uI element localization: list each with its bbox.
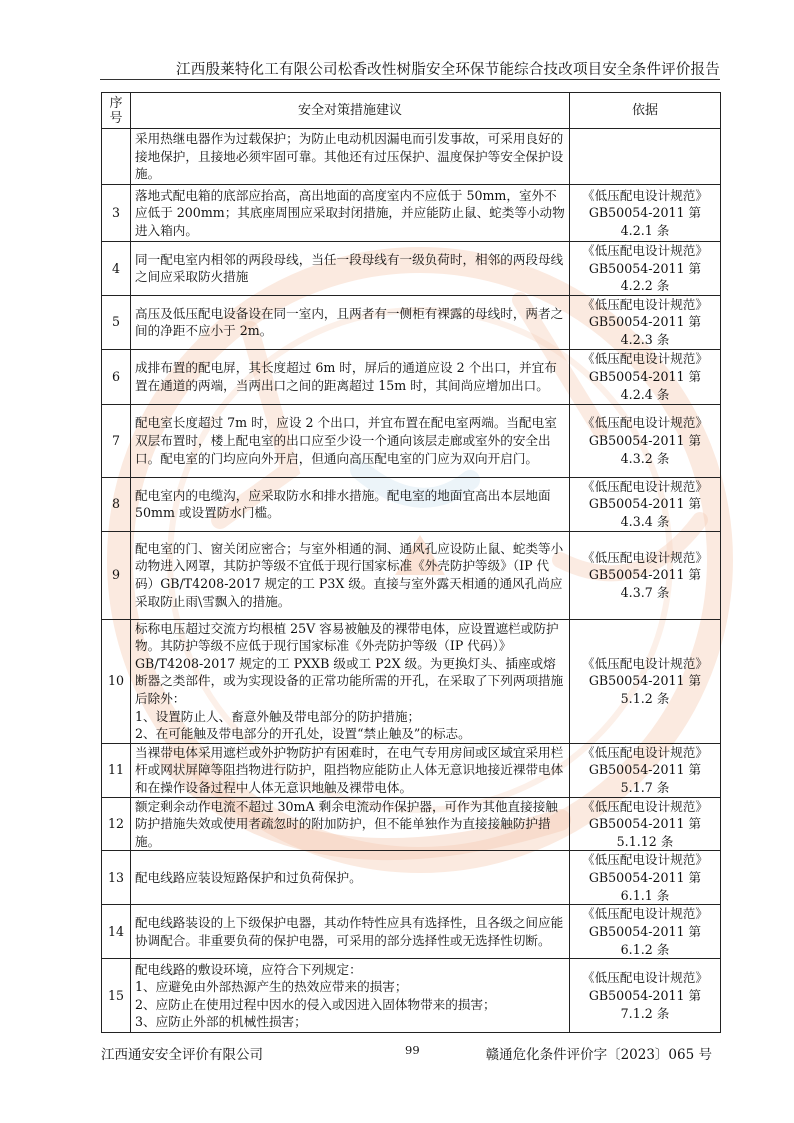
row-basis: 《低压配电设计规范》GB50054-2011 第 4.3.4 条	[570, 477, 721, 531]
table-row	[102, 349, 721, 404]
table-row	[102, 743, 721, 797]
row-basis: 《低压配电设计规范》GB50054-2011 第 4.3.7 条	[570, 531, 721, 619]
table-row	[102, 797, 721, 851]
row-number: 5	[102, 295, 131, 349]
row-number: 8	[102, 477, 131, 531]
row-basis: 《低压配电设计规范》GB50054-2011 第 5.1.7 条	[570, 743, 721, 797]
footer-company: 江西通安安全评价有限公司	[101, 1047, 263, 1063]
row-measure: 配电室的门、窗关闭应密合；与室外相通的洞、通风孔应设防止鼠、蛇类等小动物进入网罩，其防护等级不宜低于现行国家标准《外壳防护等级》（IP 代码）GB/T4208-2017 规定的工 P3X 级。直接与室外露天相通的通风孔尚应采取防止雨\雪飘入的措施。	[131, 531, 570, 619]
row-basis: 《低压配电设计规范》GB50054-2011 第 4.2.1 条	[570, 185, 721, 242]
table-row	[102, 129, 721, 185]
footer-document-number: 赣通危化条件评价字〔2023〕065 号	[485, 1047, 712, 1063]
row-basis: 《低压配电设计规范》GB50054-2011 第 4.2.4 条	[570, 349, 721, 404]
table-header-row	[102, 93, 721, 129]
row-number: 3	[102, 185, 131, 242]
row-basis: 《低压配电设计规范》GB50054-2011 第 5.1.2 条	[570, 619, 721, 743]
row-number	[102, 129, 131, 185]
row-basis: 《低压配电设计规范》GB50054-2011 第 4.3.2 条	[570, 404, 721, 477]
row-number: 6	[102, 349, 131, 404]
column-header-measure: 安全对策措施建议	[131, 93, 570, 129]
row-basis: 《低压配电设计规范》GB50054-2011 第 7.1.2 条	[570, 959, 721, 1033]
row-measure: 采用热继电器作为过载保护；为防止电动机因漏电而引发事故，可采用良好的接地保护，且接地必须牢固可靠。其他还有过压保护、温度保护等安全保护设施。	[131, 129, 570, 185]
row-basis	[570, 129, 721, 185]
table-row	[102, 851, 721, 905]
header-divider	[100, 79, 720, 80]
row-basis: 《低压配电设计规范》GB50054-2011 第 6.1.1 条	[570, 851, 721, 905]
row-basis: 《低压配电设计规范》GB50054-2011 第 4.2.2 条	[570, 242, 721, 296]
row-measure: 配电线路装设的上下级保护电器，其动作特性应具有选择性，且各级之间应能协调配合。非重要负荷的保护电器，可采用的部分选择性或无选择性切断。	[131, 905, 570, 959]
page-header-title: 江西殷莱特化工有限公司松香改性树脂安全环保节能综合技改项目安全条件评价报告	[176, 62, 720, 78]
row-measure: 成排布置的配电屏，其长度超过 6m 时，屏后的通道应设 2 个出口，并宜布置在通道的两端，当两出口之间的距离超过 15m 时，其间尚应增加出口。	[131, 349, 570, 404]
footer-page-number: 99	[405, 1043, 420, 1057]
row-number: 14	[102, 905, 131, 959]
row-measure: 配电线路应装设短路保护和过负荷保护。	[131, 851, 570, 905]
table-row	[102, 295, 721, 349]
row-number: 7	[102, 404, 131, 477]
safety-measures-table	[101, 92, 721, 1033]
row-basis: 《低压配电设计规范》GB50054-2011 第 5.1.12 条	[570, 797, 721, 851]
row-measure: 落地式配电箱的底部应抬高，高出地面的高度室内不应低于 50mm，室外不应低于 200mm；其底座周围应采取封闭措施，并应能防止鼠、蛇类等小动物进入箱内。	[131, 185, 570, 242]
row-measure: 配电线路的敷设环境，应符合下列规定： 1、应避免由外部热源产生的热效应带来的损害； 2、应防止在使用过程中因水的侵入或因进入固体物带来的损害； 3、应防止外部的机械性损害；	[131, 959, 570, 1033]
row-measure: 配电室长度超过 7m 时，应设 2 个出口，并宜布置在配电室两端。当配电室双层布置时，楼上配电室的出口应至少设一个通向该层走廊或室外的安全出口。配电室的门均应向外开启，但通向高压配电室的门应为双向开启门。	[131, 404, 570, 477]
row-measure: 标称电压超过交流方均根植 25V 容易被触及的裸带电体，应设置遮栏或防护物。其防护等级不应低于现行国家标准《外壳防护等级（IP 代码）》GB/T4208-2017 规定的工 PXXB 级或工 P2X 级。为更换灯头、插座或熔断器之类部件，或为实现设备的正常功能所需的开孔，在采取了下列两项措施后除外： 1、设置防止人、畜意外触及带电部分的防护措施； 2、在可能触及带电部分的开孔处，设置“禁止触及”的标志。	[131, 619, 570, 743]
row-basis: 《低压配电设计规范》GB50054-2011 第 4.2.3 条	[570, 295, 721, 349]
row-measure: 配电室内的电缆沟，应采取防水和排水措施。配电室的地面宜高出本层地面 50mm 或设置防水门槛。	[131, 477, 570, 531]
column-header-no: 序号	[102, 93, 131, 129]
row-number: 4	[102, 242, 131, 296]
row-number: 13	[102, 851, 131, 905]
row-basis: 《低压配电设计规范》GB50054-2011 第 6.1.2 条	[570, 905, 721, 959]
row-number: 10	[102, 619, 131, 743]
table-row	[102, 959, 721, 1033]
row-number: 15	[102, 959, 131, 1033]
row-number: 11	[102, 743, 131, 797]
row-measure: 额定剩余动作电流不超过 30mA 剩余电流动作保护器，可作为其他直接接触防护措施失效或使用者疏忽时的附加防护，但不能单独作为直接接触防护措施。	[131, 797, 570, 851]
table-row	[102, 619, 721, 743]
row-measure: 当裸带电体采用遮栏或外护物防护有困难时，在电气专用房间或区域宜采用栏杆或网状屏障等阻挡物进行防护，阻挡物应能防止人体无意识地接近裸带电体和在操作设备过程中人体无意识地触及裸带电体。	[131, 743, 570, 797]
row-measure: 高压及低压配电设备设在同一室内，且两者有一侧柜有裸露的母线时，两者之间的净距不应小于 2m。	[131, 295, 570, 349]
column-header-basis: 依据	[570, 93, 721, 129]
row-number: 12	[102, 797, 131, 851]
row-number: 9	[102, 531, 131, 619]
table-row	[102, 905, 721, 959]
row-measure: 同一配电室内相邻的两段母线，当任一段母线有一级负荷时，相邻的两段母线之间应采取防火措施	[131, 242, 570, 296]
table-row	[102, 404, 721, 477]
table-row	[102, 242, 721, 296]
table-row	[102, 531, 721, 619]
table-row	[102, 185, 721, 242]
table-row	[102, 477, 721, 531]
